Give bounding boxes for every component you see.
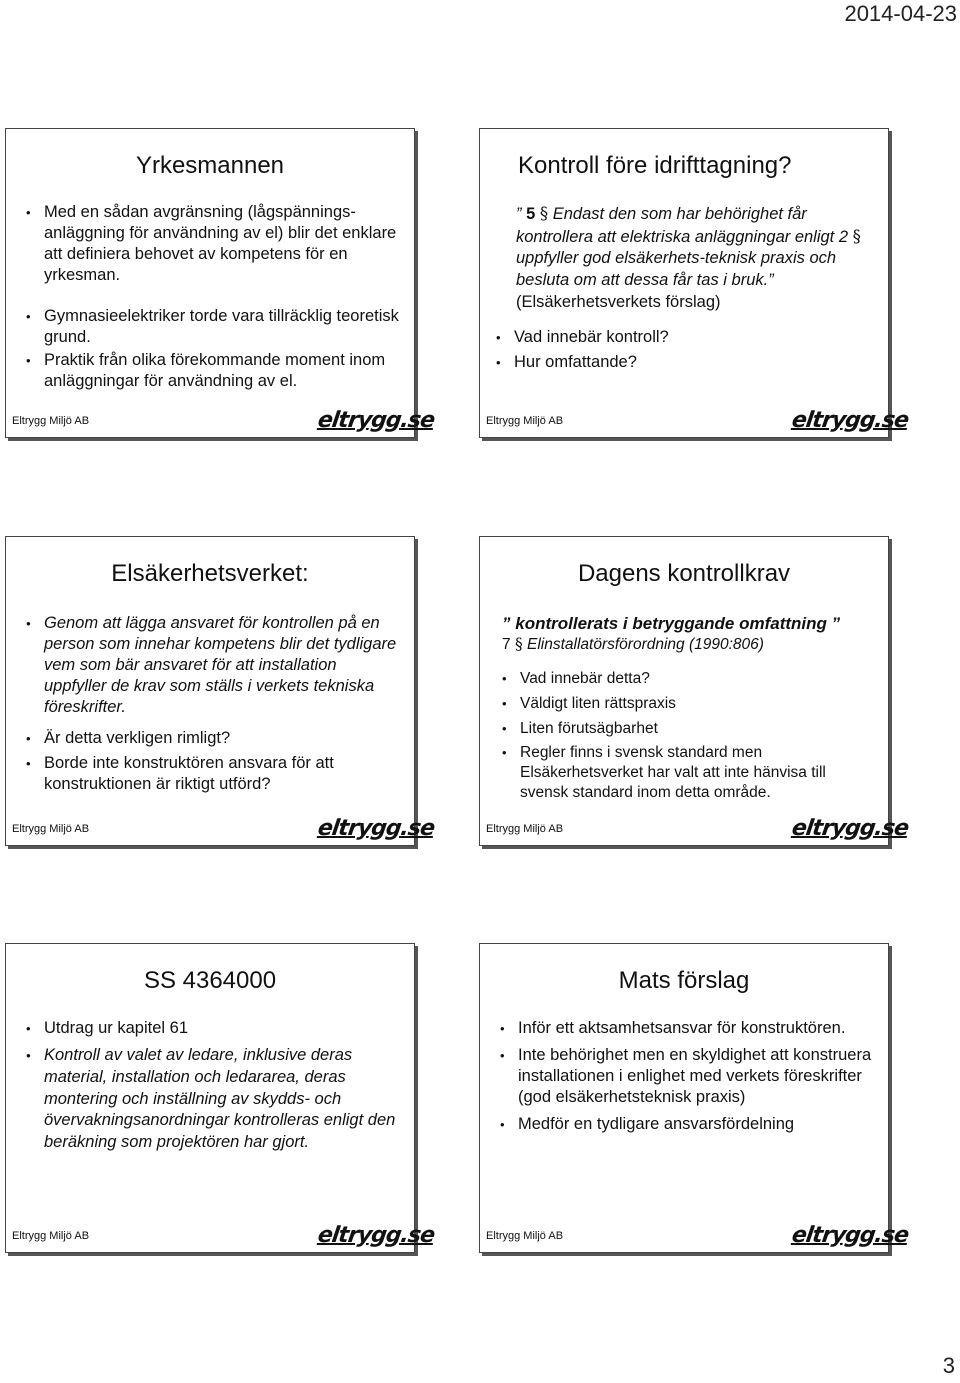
quote-open-mark: ” [502, 614, 511, 633]
slide-body [26, 202, 400, 392]
slide-title: SS 4364000 [143, 967, 277, 994]
slide-title: Elsäkerhetsverket: [111, 560, 309, 587]
footer-company: Eltrygg Miljö AB [12, 823, 90, 835]
bullet-item: • Regler finns i svensk standard men Elsäkerhetsverket har valt att inte hänvisa till svensk standard inom detta område. [502, 743, 874, 803]
quote-open-mark: ” [516, 205, 522, 223]
bullet-list [26, 1018, 400, 1154]
bullet-item: • Inför ett aktsamhetsansvar för konstruktören. [500, 1018, 874, 1039]
bullet-item: • Liten förutsägbarhet [502, 718, 874, 739]
quote-text: Endast den som har behörighet får kontrollera att elektriska anläggningar enligt 2 [516, 205, 849, 246]
footer-company: Eltrygg Miljö AB [12, 415, 90, 427]
eltrygg-logo: eltrygg.se [316, 816, 436, 841]
slide-body [26, 1018, 400, 1154]
quote-close-mark: ” [831, 614, 841, 633]
bullet-item: • Vad innebär kontroll? [496, 327, 874, 348]
slide-dagens-kontrollkrav [479, 536, 910, 846]
bullet-item: • Hur omfattande? [496, 352, 874, 373]
slide-yrkesmannen [5, 128, 436, 438]
section-mark: § [539, 204, 549, 223]
slide-title: Dagens kontrollkrav [577, 560, 791, 587]
bullet-continuation [500, 1087, 874, 1108]
slide-body [502, 613, 874, 803]
slide-kontroll [479, 128, 910, 438]
quote-source: (Elsäkerhetsverkets förslag) [516, 293, 721, 311]
eltrygg-logo: eltrygg.se [790, 408, 910, 433]
footer-company: Eltrygg Miljö AB [12, 1230, 90, 1242]
bullet-item: • Gymnasieelektriker torde vara tillräcklig teoretisk grund. [26, 306, 400, 348]
page-number: 3 [942, 1353, 955, 1378]
slide-body [26, 613, 400, 795]
quote-text: kontrollerats i betryggande omfattning [515, 614, 827, 633]
bullet-item: • Utdrag ur kapitel 61 [26, 1018, 400, 1039]
bullet-continuation-text: (god elsäkerhetsteknisk praxis) [518, 1088, 746, 1106]
quote-source: Elinstallatörsförordning (1990:806) [527, 636, 764, 653]
slide-body [500, 1018, 874, 1135]
slide-mats-forslag [479, 943, 910, 1253]
bullet-list [500, 1018, 874, 1135]
regulation-quote [496, 203, 874, 314]
bullet-item: • Med en sådan avgränsning (lågspännings-anläggning för användning av el) blir det enklare att definiera behovet av kompetens för en yrkesman. [26, 202, 400, 286]
footer-company: Eltrygg Miljö AB [486, 1230, 564, 1242]
bullet-item: • Genom att lägga ansvaret för kontrollen på en person som innehar kompetens blir det tydligare vem som bär ansvaret för att installation uppfyller de krav som ställs i verkets tekniska föreskrifter. [26, 613, 400, 718]
section-mark: § [852, 226, 861, 246]
bullet-list [496, 327, 874, 373]
bullet-list [26, 202, 400, 392]
slide-title: Yrkesmannen [135, 152, 285, 179]
footer-company: Eltrygg Miljö AB [486, 415, 564, 427]
bullet-item: • Inte behörighet men en skyldighet att konstruera installationen i enlighet med verkets föreskrifter [500, 1045, 874, 1087]
slide-title: Mats förslag [618, 967, 750, 994]
bullet-list [502, 668, 874, 803]
bullet-item: • Väldigt liten rättspraxis [502, 693, 874, 714]
section-number: 7 [502, 636, 511, 653]
bullet-item: • Vad innebär detta? [502, 668, 874, 689]
eltrygg-logo: eltrygg.se [790, 816, 910, 841]
bullet-item: • Borde inte konstruktören ansvara för att konstruktionen är riktigt utförd? [26, 753, 400, 795]
bullet-item: • Kontroll av valet av ledare, inklusive deras material, installation och ledararea, deras montering och inställning av skydds- och övervakningsanordningar kontrolleras enligt den beräkning som projektören har gjort. [26, 1045, 400, 1154]
slide-ss-4364000 [5, 943, 436, 1253]
quote-text: uppfyller god elsäkerhets-teknisk praxis och besluta om att dessa får tas i bruk. [516, 249, 837, 289]
eltrygg-logo: eltrygg.se [790, 1223, 910, 1248]
slide-title: Kontroll före idrifttagning? [518, 152, 792, 179]
footer-company: Eltrygg Miljö AB [486, 823, 564, 835]
bullet-item: • Medför en tydligare ansvarsfördelning [500, 1114, 874, 1135]
regulation-quote [502, 613, 874, 655]
bullet-item: • Praktik från olika förekommande moment inom anläggningar för användning av el. [26, 350, 400, 392]
slide-elsakerhetsverket [5, 536, 436, 846]
slide-body [496, 203, 874, 373]
bullet-item: • Är detta verkligen rimligt? [26, 728, 400, 749]
document-date: 2014-04-23 [844, 1, 957, 26]
quote-close-mark: ” [768, 270, 774, 289]
bullet-list [26, 613, 400, 795]
section-number: 5 [526, 205, 536, 223]
eltrygg-logo: eltrygg.se [316, 1223, 436, 1248]
section-mark: § [514, 635, 523, 653]
eltrygg-logo: eltrygg.se [316, 408, 436, 433]
